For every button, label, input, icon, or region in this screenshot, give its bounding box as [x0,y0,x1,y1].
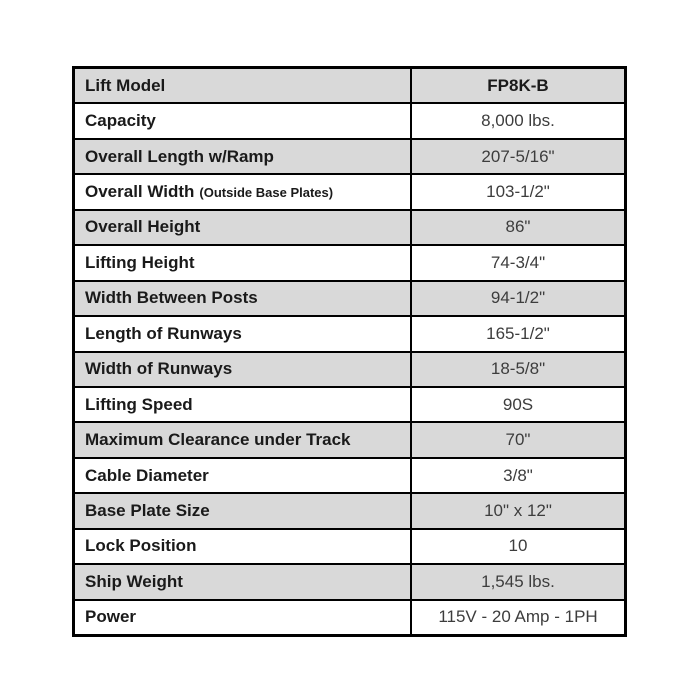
spec-label-text: Overall Height [85,217,201,237]
spec-label [75,388,412,421]
spec-label-text: Ship Weight [85,571,183,591]
spec-label-text: Width of Runways [85,359,233,379]
spec-value: 18-5/8" [490,359,546,379]
table-row-width-of-runways [75,353,624,388]
table-row-overall-height [75,211,624,246]
spec-label [75,282,412,315]
spec-label [75,565,412,598]
spec-value: 165-1/2" [486,323,550,343]
spec-label-text: Cable Diameter [85,465,209,485]
spec-label-text: Width Between Posts [85,288,258,308]
spec-label [75,530,412,563]
spec-label-text: Capacity [85,111,156,131]
table-row-power [75,601,624,634]
spec-label-text: Lifting Speed [85,394,193,414]
spec-value: 207-5/16" [481,146,555,166]
table-row-capacity [75,104,624,139]
table-row-lifting-height [75,246,624,281]
spec-value: 3/8" [503,465,533,485]
spec-label-text: Lifting Height [85,252,195,272]
spec-label-text: Lock Position [85,536,197,556]
table-row-ship-weight [75,565,624,600]
table-row-length-of-runways [75,317,624,352]
table-row-width-between-posts [75,282,624,317]
spec-value: 94-1/2" [490,288,546,308]
table-row-lifting-speed [75,388,624,423]
spec-value: 103-1/2" [486,182,550,202]
spec-value: 115V - 20 Amp - 1PH [438,607,598,627]
spec-label-text: Base Plate Size [85,500,210,520]
spec-label [75,175,412,208]
spec-value: 10" x 12" [484,500,552,520]
spec-label [75,494,412,527]
table-row-max-clearance [75,423,624,458]
spec-label [75,353,412,386]
spec-label-text: Lift Model [85,75,166,95]
table-row-cable-diameter [75,459,624,494]
spec-label [75,246,412,279]
spec-label [75,69,412,102]
table-row-lift-model [75,69,624,104]
spec-label-text: Length of Runways [85,323,242,343]
spec-label-text: Power [85,607,137,627]
lift-spec-table [72,66,627,637]
spec-label [75,423,412,456]
spec-label-note: (Outside Base Plates) [199,184,334,200]
spec-value: 10 [508,536,528,556]
spec-label [75,211,412,244]
spec-value: FP8K-B [487,75,549,95]
spec-label [75,140,412,173]
spec-label [75,601,412,634]
spec-value: 86" [505,217,531,237]
table-row-overall-width [75,175,624,210]
spec-label [75,104,412,137]
spec-value: 1,545 lbs. [481,571,555,591]
spec-value: 90S [502,394,534,414]
table-row-overall-length [75,140,624,175]
spec-value: 74-3/4" [490,252,546,272]
spec-label [75,459,412,492]
spec-label [75,317,412,350]
spec-label-text: Overall Width [85,182,195,202]
spec-value: 70" [505,430,531,450]
spec-label-text: Maximum Clearance under Track [85,430,351,450]
table-row-lock-position [75,530,624,565]
spec-value: 8,000 lbs. [481,111,555,131]
spec-label-text: Overall Length w/Ramp [85,146,274,166]
table-row-base-plate-size [75,494,624,529]
